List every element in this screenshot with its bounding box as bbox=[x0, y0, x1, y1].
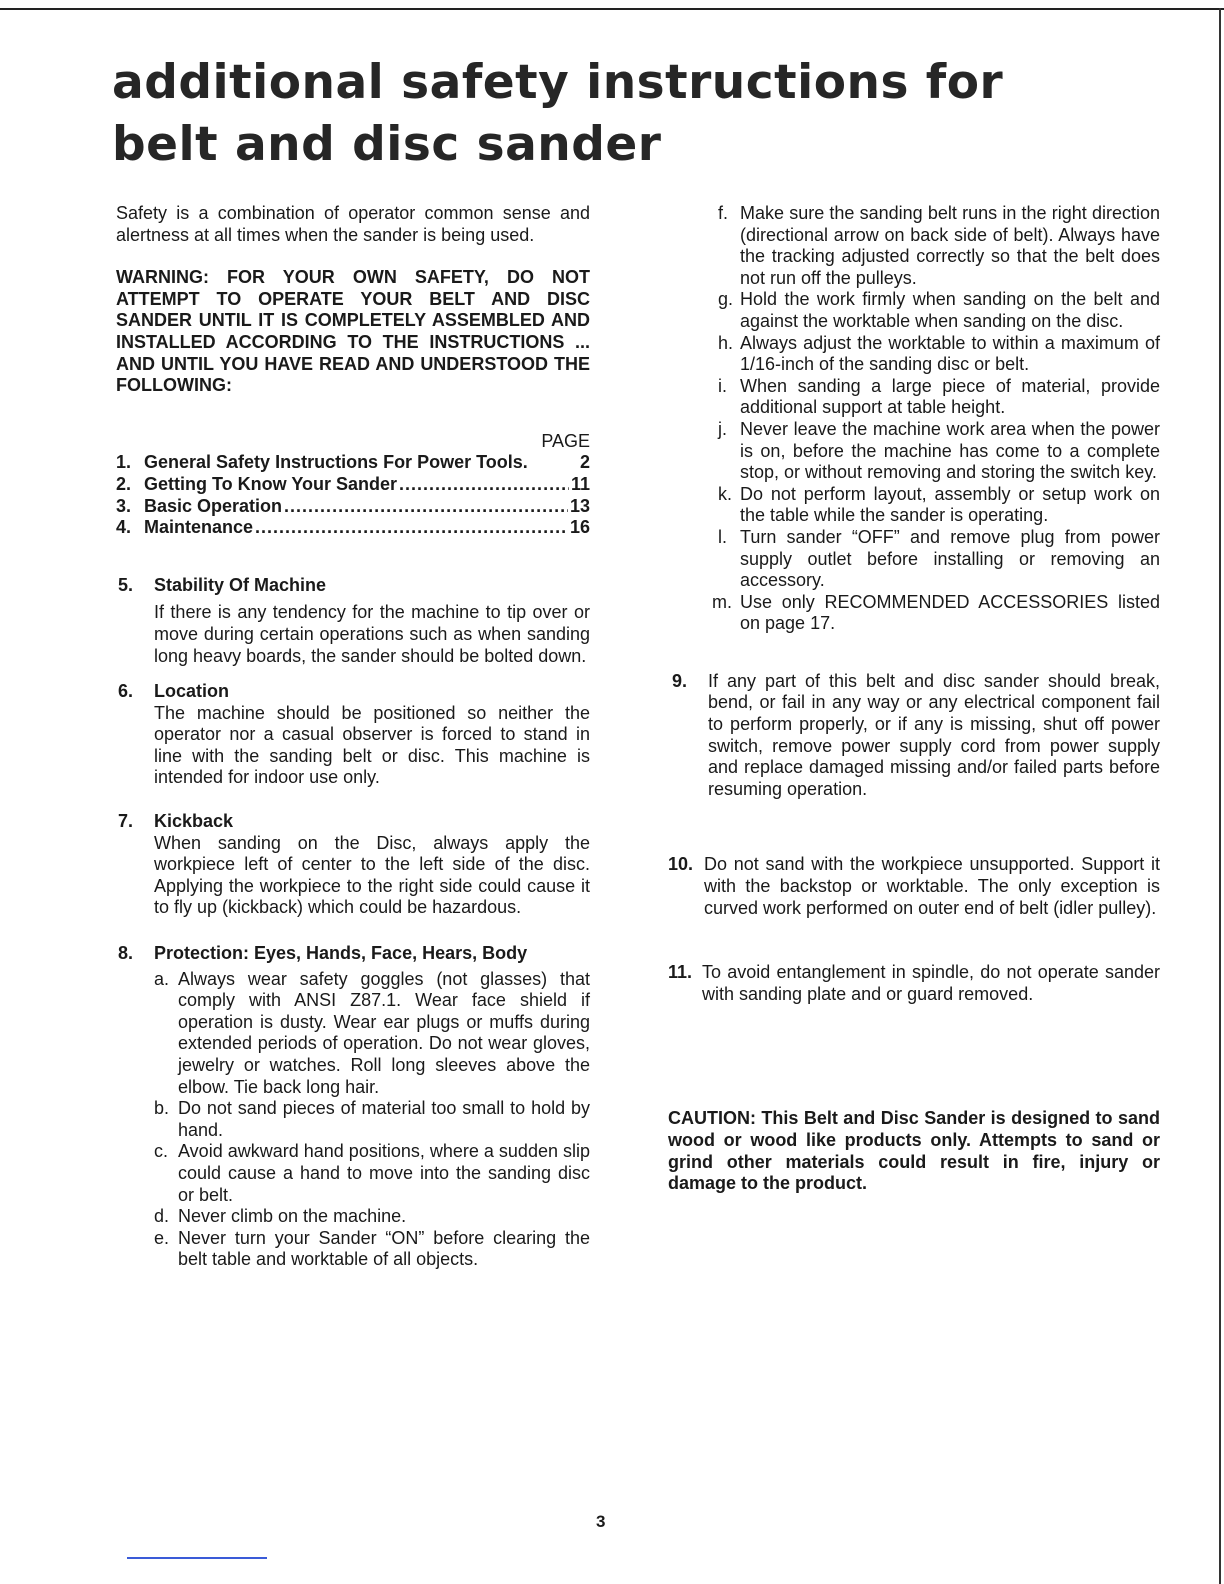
section-text: The machine should be positioned so neither the operator nor a casual observer is forced to stand in line with the sanding belt or disc. This machine is intended for indoor use only. bbox=[154, 702, 590, 788]
item-letter: m. bbox=[712, 591, 732, 612]
section-heading: Stability Of Machine bbox=[154, 574, 327, 595]
section-damaged-parts bbox=[668, 671, 1160, 801]
warning-paragraph: WARNING: FOR YOUR OWN SAFETY, DO NOT ATTEMPT TO OPERATE YOUR BELT AND DISC SANDER UNTIL IT IS COMPLETELY ASSEMBLED AND INSTALLED ACCORDING TO THE INSTRUCTIONS ... AND UNTIL YOU HAVE READ AND UNDERSTOOD THE FOLLOWING: bbox=[116, 267, 590, 396]
intro-paragraph: Safety is a combination of operator common sense and alertness at all times when the sander is being used. bbox=[116, 203, 590, 245]
section-entanglement bbox=[668, 962, 1160, 1005]
item-letter: b. bbox=[154, 1098, 170, 1119]
item-text: Never turn your Sander “ON” before clearing the belt table and worktable of all objects. bbox=[178, 1227, 590, 1270]
toc-page: 13 bbox=[569, 495, 590, 516]
left-column bbox=[116, 203, 590, 1271]
section-number: 11. bbox=[668, 962, 693, 983]
item-letter: h. bbox=[718, 332, 734, 353]
protection-item bbox=[718, 289, 1160, 332]
top-border-rule bbox=[0, 8, 1224, 10]
section-number: 9. bbox=[672, 670, 688, 691]
toc-label: Basic Operation bbox=[144, 495, 283, 516]
protection-item bbox=[718, 527, 1160, 592]
table-of-contents bbox=[116, 431, 590, 539]
section-kickback bbox=[116, 811, 590, 919]
item-letter: g. bbox=[718, 289, 734, 310]
section-text: If any part of this belt and disc sander should break, bend, or fail in any way or any electrical component fail to perform properly, or if any is missing, shut off power switch, remove power supply cord from power supply and replace damaged missing and/or failed parts before resuming operation. bbox=[708, 670, 1160, 799]
toc-leader-dots bbox=[282, 496, 568, 518]
footer-rule bbox=[127, 1557, 267, 1559]
protection-item bbox=[154, 1206, 590, 1228]
protection-item bbox=[718, 376, 1160, 419]
section-unsupported-work bbox=[668, 854, 1160, 919]
item-text: Turn sander “OFF” and remove plug from power supply outlet before installing or removing an accessory. bbox=[740, 526, 1160, 591]
section-location bbox=[116, 681, 590, 789]
right-border-rule bbox=[1219, 8, 1221, 1584]
right-column bbox=[668, 203, 1160, 1195]
caution-notice: CAUTION: This Belt and Disc Sander is designed to sand wood or wood like products only. Attempts to sand or grind other materials could result in fire, injury or damage to the product. bbox=[668, 1108, 1160, 1194]
toc-number: 1. bbox=[116, 452, 132, 473]
toc-number: 3. bbox=[116, 495, 132, 516]
section-number: 7. bbox=[118, 811, 134, 832]
item-letter: f. bbox=[718, 203, 729, 223]
protection-item bbox=[154, 1141, 590, 1206]
toc-label: Getting To Know Your Sander bbox=[144, 473, 398, 494]
section-text: To avoid entanglement in spindle, do not operate sander with sanding plate and or guard removed. bbox=[702, 962, 1160, 1004]
section-stability bbox=[116, 575, 590, 667]
page-number: 3 bbox=[596, 1512, 606, 1531]
protection-item bbox=[718, 333, 1160, 376]
toc-page: 16 bbox=[569, 517, 590, 538]
toc-row bbox=[116, 474, 590, 496]
protection-item bbox=[154, 1098, 590, 1141]
section-text: When sanding on the Disc, always apply the workpiece left of center to the left side of the disc. Applying the workpiece to the right side could cause it to fly up (kickback) which could be hazardous. bbox=[154, 832, 590, 918]
item-letter: a. bbox=[154, 968, 170, 989]
protection-item bbox=[718, 419, 1160, 484]
item-letter: k. bbox=[718, 483, 733, 504]
toc-leader-dots bbox=[253, 517, 568, 539]
toc-number: 2. bbox=[116, 473, 132, 494]
toc-row bbox=[116, 452, 590, 474]
item-text: Never climb on the machine. bbox=[178, 1206, 407, 1227]
protection-item bbox=[154, 1228, 590, 1271]
section-heading: Kickback bbox=[154, 811, 234, 832]
item-text: Avoid awkward hand positions, where a sudden slip could cause a hand to move into the sanding disc or belt. bbox=[178, 1141, 590, 1205]
toc-leader-dots bbox=[397, 474, 569, 496]
item-text: Never leave the machine work area when the power is on, before the machine has come to a complete stop, or without removing and storing the switch key. bbox=[740, 418, 1160, 483]
section-heading: Location bbox=[154, 681, 229, 702]
protection-item bbox=[718, 203, 1160, 289]
section-text: If there is any tendency for the machine to tip over or move during certain operations such as when sanding long heavy boards, the sander should be bolted down. bbox=[154, 602, 590, 666]
item-text: Hold the work firmly when sanding on the belt and against the worktable when sanding on the disc. bbox=[740, 289, 1160, 331]
section-number: 10. bbox=[668, 854, 694, 875]
toc-number: 4. bbox=[116, 517, 132, 538]
protection-item bbox=[712, 592, 1160, 635]
item-text: Make sure the sanding belt runs in the right direction (directional arrow on back side of belt). Always have the tracking adjusted correctly so that the belt does not run off the pulleys. bbox=[740, 203, 1160, 288]
item-letter: j. bbox=[718, 418, 727, 439]
protection-item bbox=[718, 484, 1160, 527]
item-letter: l. bbox=[718, 526, 727, 547]
item-text: Always wear safety goggles (not glasses) that comply with ANSI Z87.1. Wear face shield if operation is dusty. Wear ear plugs or muffs during extended periods of operation. Do not wear gloves, jewelry or watches. Roll long sleeves above the elbow. Tie back long hair. bbox=[178, 968, 590, 1097]
toc-row bbox=[116, 496, 590, 518]
toc-page: 11 bbox=[570, 473, 590, 494]
item-text: Always adjust the worktable to within a maximum of 1/16-inch of the sanding disc or belt. bbox=[740, 332, 1160, 375]
toc-page: 2 bbox=[579, 452, 590, 473]
item-text: Use only RECOMMENDED ACCESSORIES listed on page 17. bbox=[740, 591, 1160, 634]
page-title: additional safety instructions for belt and disc sander bbox=[112, 55, 1004, 172]
protection-item bbox=[154, 969, 590, 1099]
section-text: Do not sand with the workpiece unsupported. Support it with the backstop or worktable. The only exception is curved work performed on outer end of belt (idler pulley). bbox=[704, 854, 1160, 918]
item-text: Do not perform layout, assembly or setup work on the table while the sander is operating. bbox=[740, 483, 1160, 526]
toc-page-header: PAGE bbox=[541, 430, 590, 451]
item-letter: d. bbox=[154, 1206, 170, 1227]
toc-label: Maintenance bbox=[144, 517, 254, 538]
toc-row bbox=[116, 517, 590, 539]
section-number: 8. bbox=[118, 943, 134, 964]
section-number: 5. bbox=[118, 574, 134, 595]
item-letter: c. bbox=[154, 1141, 169, 1162]
section-protection bbox=[116, 943, 590, 1271]
item-letter: e. bbox=[154, 1227, 170, 1248]
item-letter: i. bbox=[718, 375, 727, 396]
section-heading: Protection: Eyes, Hands, Face, Hears, Body bbox=[154, 943, 528, 964]
item-text: When sanding a large piece of material, provide additional support at table height. bbox=[740, 375, 1160, 418]
item-text: Do not sand pieces of material too small to hold by hand. bbox=[178, 1098, 590, 1140]
section-number: 6. bbox=[118, 681, 134, 702]
toc-label: General Safety Instructions For Power Tools. bbox=[144, 452, 528, 473]
